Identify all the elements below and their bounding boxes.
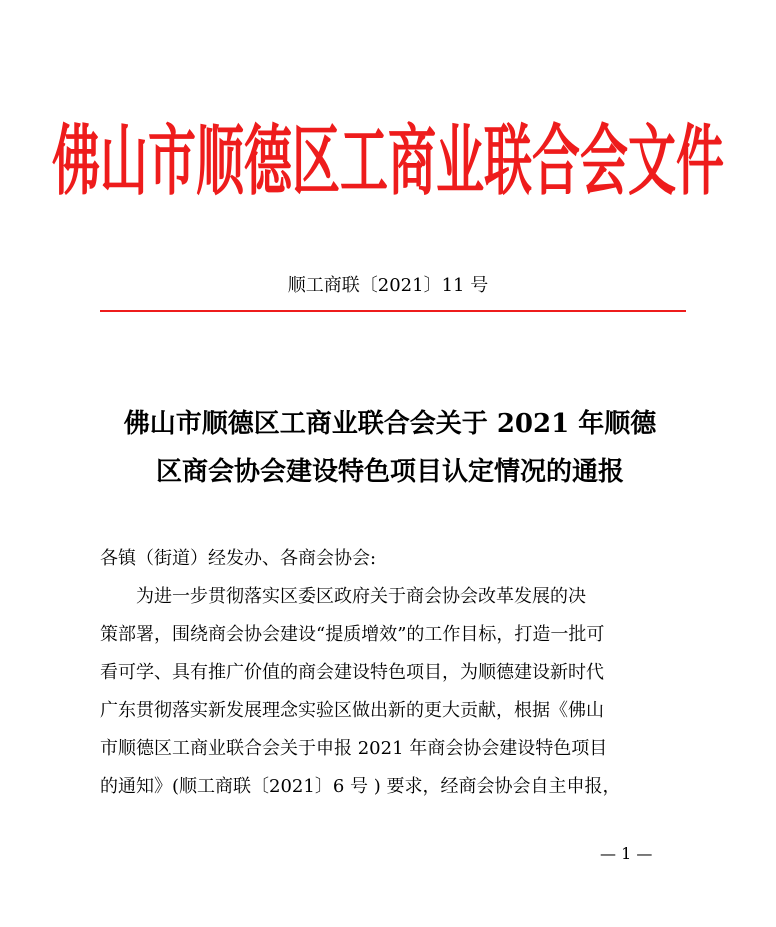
body-line: 看可学、具有推广价值的商会建设特色项目，为顺德建设新时代 <box>100 662 604 683</box>
document-body <box>100 540 690 806</box>
red-separator-line <box>100 310 686 312</box>
addressee-line: 各镇（街道）经发办、各商会协会: <box>100 548 377 569</box>
page-number: — 1 — <box>600 844 653 863</box>
org-header-title: 佛山市顺德区工商业联合会文件 <box>51 117 724 207</box>
body-line: 为进一步贯彻落实区委区政府关于商会协会改革发展的决 <box>100 586 586 607</box>
body-line: 市顺德区工商业联合会关于申报 2021 年商会协会建设特色项目 <box>100 738 608 759</box>
document-title-line-2: 区商会协会建设特色项目认定情况的通报 <box>155 457 624 487</box>
document-title <box>90 400 690 496</box>
document-title-line-1: 佛山市顺德区工商业联合会关于 2021 年顺德 <box>123 409 657 439</box>
body-line: 的通知》(顺工商联〔2021〕6 号 ) 要求，经商会协会自主申报， <box>100 776 621 797</box>
body-line: 策部署，围绕商会协会建设“提质增效”的工作目标，打造一批可 <box>100 624 605 645</box>
body-line: 广东贯彻落实新发展理念实验区做出新的更大贡献，根据《佛山 <box>100 700 604 721</box>
document-number: 顺工商联〔2021〕11 号 <box>287 275 489 296</box>
